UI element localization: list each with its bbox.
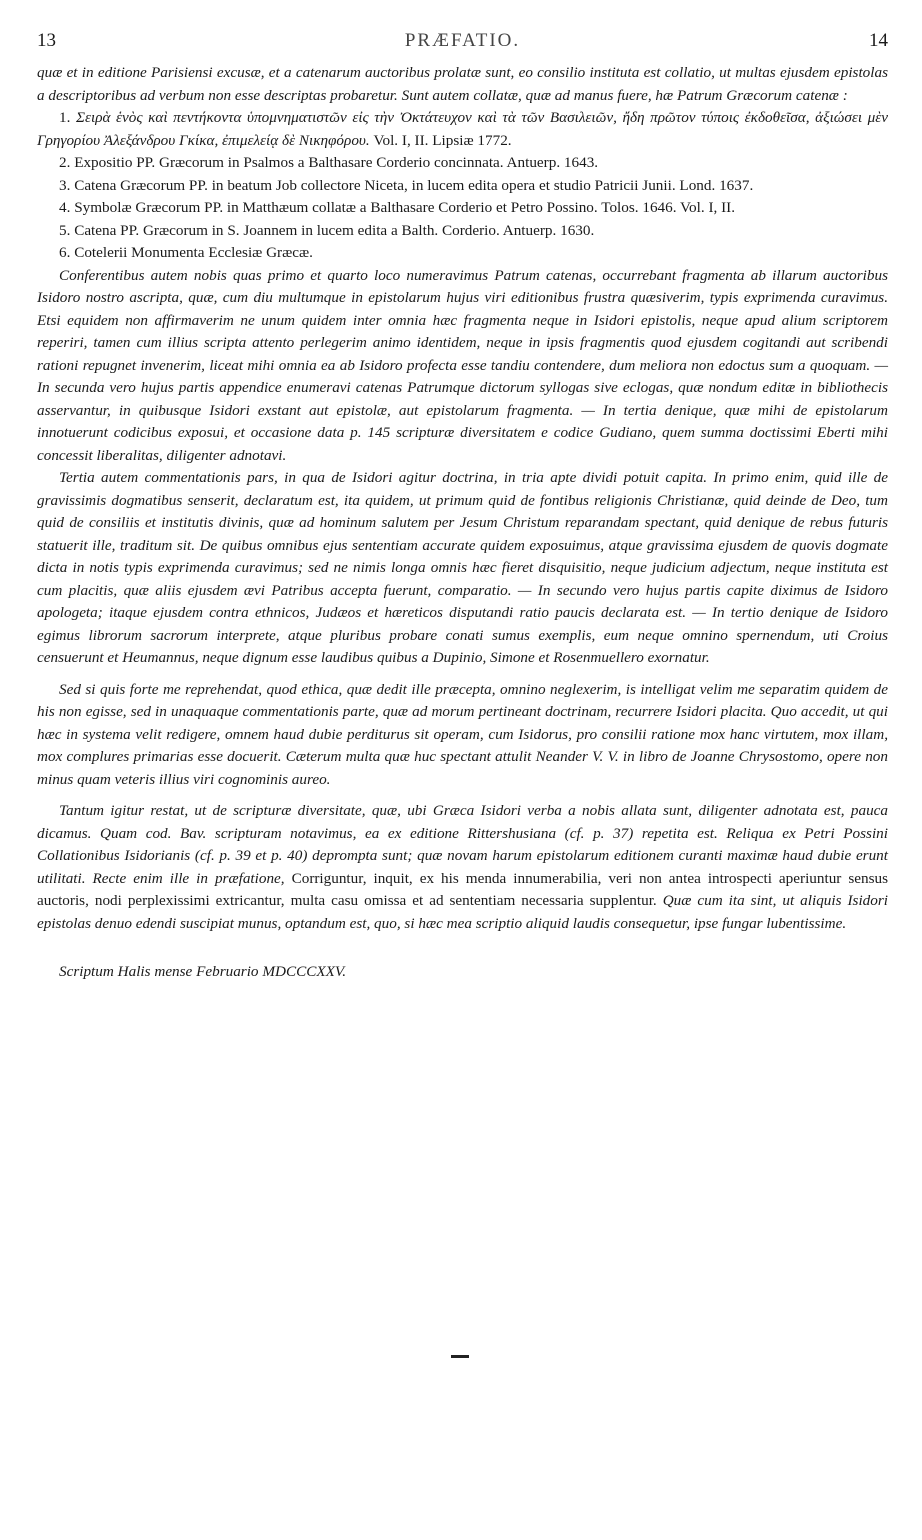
catena-text: Catena Græcorum PP. in beatum Job collectore Niceta, in lucem edita opera et studio Patricii Junii. Lond. 1637. — [70, 176, 754, 194]
catena-number: 6. — [59, 244, 71, 261]
catena-item — [37, 107, 888, 152]
page-number-left: 13 — [37, 30, 56, 51]
intro-paragraph: quæ et in editione Parisiensi excusæ, et a catenarum auctoribus prolatæ sunt, eo consilio instituta est collatio, ut multas ejusdem epistolas a descriptoribus ad verbum non esse descriptas probaretur. Sunt autem collatæ, quæ ad manus fuere, hæ Patrum Græcorum catenæ : — [37, 64, 888, 104]
paragraph-text: Tantum igitur restat, ut de scripturæ diversitate, quæ, ubi Græca Isidori verba a nobis allata sunt, diligenter adnotata est, pauca dicamus. Quam cod. Bav. scripturam notavimus, ea ex editione Rittershusiana (cf. p. 37) repetita est. Reliqua ex Petri Possini Collationibus Isidorianis (cf. p. 39 et p. 40) deprompta sunt; quæ novam harum epistolarum editionem curanti maximæ haud dubie erunt utilitati. Recte enim ille in præfatione, — [37, 802, 888, 887]
running-title: PRÆFATIO. — [404, 30, 521, 51]
signature-line: Scriptum Halis mense Februario MDCCCXXV. — [59, 963, 347, 980]
catena-number: 4. — [59, 199, 71, 216]
page-header — [37, 30, 888, 62]
catena-text: Cotelerii Monumenta Ecclesiæ Græcæ. — [70, 244, 313, 261]
paragraph-text: Quæ cum ita sint, ut aliquis Isidori epistolas denuo edendi suscipiat munus, optandum est, quo, si hæc mea scriptio aliquid laudis consequetur, ipse fungar lubentissime. — [37, 892, 889, 932]
catena-item — [37, 242, 888, 265]
page-body — [37, 62, 888, 984]
paragraph-scripture-diversity — [37, 800, 888, 935]
catena-text: Expositio PP. Græcorum in Psalmos a Balthasare Corderio concinnata. Antuerp. 1643. — [70, 154, 599, 171]
paragraph-ethics: Sed si quis forte me reprehendat, quod ethica, quæ dedit ille præcepta, omnino neglexerim, is intelligat velim me separatim quidem de his non egisse, sed in unaquaque commentationis parte, quæ ad morum pertineant doctrinam, recurrere Isidori placita. Quo accedit, ut qui hæc in systema velit redigere, omnem haud dubie perditurus sit operam, cum Isidorus, pro consilii ratione mox hanc virtutem, mox illam, mox complures primarias esse docuerit. Cæterum multa quæ huc spectant attulit Neander V. V. in libro de Joanne Chrysostomo, opere non minus quam veteris illius viri cognominis aureo. — [37, 680, 888, 788]
catena-item — [37, 220, 888, 243]
catena-number: 5. — [59, 221, 71, 239]
catena-number: 2. — [59, 154, 71, 171]
document-page — [37, 30, 888, 984]
paragraph-fragments: Conferentibus autem nobis quas primo et quarto loco numeravimus Patrum catenas, occurrebant fragmenta ab illarum auctoribus Isidoro nostro ascripta, quæ, cum diu multumque in epistolarum hujus viri editionibus frustra quæsiverim, typis exprimenda curavimus. Etsi equidem non affirmaverim ne unum quidem inter omnia hæc fragmenta neque in Isidori epistolis, neque apud alium scriptorem reperiri, tamen cum illius scripta attento perlegerim animo identidem, neque in ipsis fragmentis quod ejusdem cogitandi aut scribendi rationi repugnet invenerim, liceat mihi omnia ea ab Isidoro profecta esse tandiu contendere, dum meliora non edoctus sum a quoquam. — In secunda vero hujus partis appendice enumeravi catenas Patrumque dictorum syllogas sive eclogas, quæ nondum editæ in bibliothecis asservantur, in quibusque Isidori exstant aut epistolæ, aut epistolarum fragmenta. — In tertia denique, quæ mihi de epistolarum innotuerunt codicibus exposui, et occasione data p. 145 scripturæ diversitatem e codice Gudiano, quem summa doctissimi Eberti mihi concessit liberalitas, diligenter adnotavi. — [37, 266, 888, 464]
catenae-list — [37, 107, 888, 265]
catena-text: Symbolæ Græcorum PP. in Matthæum collatæ a Balthasare Corderio et Petro Possino. Tolos. 1646. Vol. I, II. — [70, 199, 736, 216]
catena-greek-title: Σειρὰ ἑνὸς καὶ πεντήκοντα ὑπομνηματιστῶν εἰς τὴν Ὀκτάτευχον καὶ τὰ τῶν Βασιλειῶν, ἤδη πρῶτον τύποις ἐκδοθεῖσα, ἀξιώσει μὲν Γρηγορίου Ἀλεξάνδρου Γκίκα, ἐπιμελείᾳ δὲ Νικηφόρου. — [37, 109, 888, 149]
end-ornament — [451, 1355, 469, 1358]
catena-item — [37, 197, 888, 220]
catena-text: Vol. I, II. Lipsiæ 1772. — [369, 131, 512, 149]
catena-item — [37, 152, 888, 175]
catena-number: 1. — [59, 109, 71, 126]
possinus-quotation: Corriguntur, inquit, ex his menda innumerabilia, veri non antea introspecti aperiuntur sensus auctoris, nodi perplexissimi extricantur, multa casu omissa et ad sententiam necessaria supplentur. — [37, 869, 889, 909]
catena-text: Catena PP. Græcorum in S. Joannem in lucem edita a Balth. Corderio. Antuerp. 1630. — [70, 221, 595, 239]
catena-number: 3. — [59, 176, 71, 194]
paragraph-doctrine: Tertia autem commentationis pars, in qua de Isidori agitur doctrina, in tria apte dividi potuit capita. In primo enim, quid ille de gravissimis dogmatibus senserit, declaratum est, ita quidem, ut primum quid de fontibus religionis Christianæ, quid deinde de Deo, tum quid de consiliis et institutis divinis, quæ ad hominum salutem per Jesum Christum reparandam spectant, quid denique de rebus futuris statuerit ille, traditum sit. De quibus omnibus ejus sententiam accurate quidem exposuimus, atque gravissima ejusdem de quovis dogmate dicta in notis typis exprimenda curavimus; sed ne nimis longa omnis hæc fieret disquisitio, neque judicium adjectum, neque instituta est cum placitis, quæ aliis ejusdem ævi Patribus accepta fuerunt, comparatio. — In secundo vero hujus partis capite diximus de Isidoro apologeta; itaque ejusdem contra ethnicos, Judæos et hæreticos disputandi ratio paucis declarata est. — In tertio denique de Isidoro egimus librorum sacrorum interprete, atque pluribus probare conati sumus exemplis, eum neque omnino spernendum, uti Croius censuerunt et Heumannus, neque dignum esse laudibus quibus a Dupinio, Simone et Rosenmuellero exornatur. — [37, 469, 888, 666]
page-number-right: 14 — [869, 30, 888, 51]
catena-item — [37, 175, 888, 198]
